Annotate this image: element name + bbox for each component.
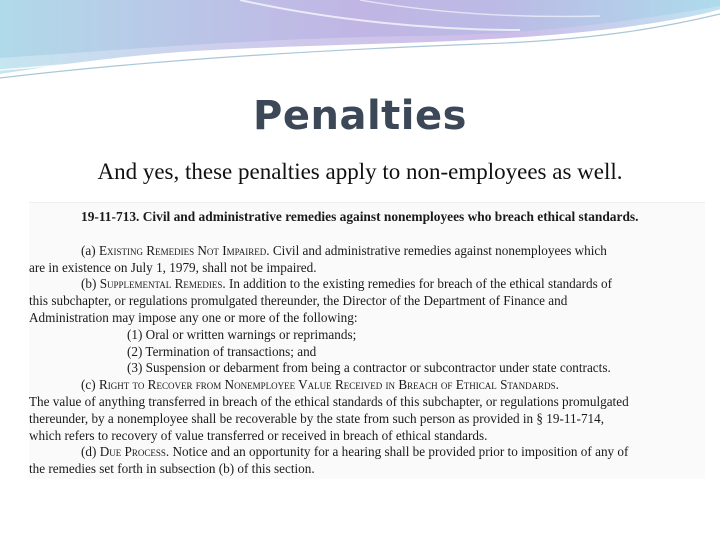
subsection-c-line-4: which refers to recovery of value transferred or received in breach of ethical standards. [29,427,488,443]
remedy-item-1: (1) Oral or written warnings or reprimands; [127,326,357,342]
subsection-b-line-2: this subchapter, or regulations promulgated thereunder, the Director of the Department of Finance and [29,293,568,309]
slide-subtitle: And yes, these penalties apply to non-employees as well. [97,159,623,184]
subsection-a-line-2: are in existence on July 1, 1979, shall not be impaired. [29,259,317,275]
subsection-c-line-2: The value of anything transferred in breach of the ethical standards of this subchapter, or regulations promulgated [29,393,629,409]
subsection-b-text: In addition to the existing remedies for breach of the ethical standards of [225,276,613,292]
subsection-d-caption: Due Process. [99,444,170,460]
slide-title: Penalties [253,93,467,139]
subsection-d-line-2: the remedies set forth in subsection (b) of this section. [29,461,315,477]
subsection-d-label: (d) [81,444,100,460]
subsection-c-label: (c) [81,377,99,393]
subsection-c-line-1 [29,377,705,394]
remedy-item-3: (3) Suspension or debarment from being a contractor or subcontractor under state contracts. [127,360,611,376]
statute-excerpt [29,202,705,479]
subsection-b-caption: Supplemental Remedies. [99,276,226,292]
subsection-a-label: (a) [81,242,99,258]
subsection-a-caption: Existing Remedies Not Impaired. [98,242,270,258]
statute-heading: 19-11-713. Civil and administrative remedies against nonemployees who breach ethical standards. [81,209,639,224]
subsection-b-label: (b) [81,276,100,292]
subsection-a-text: Civil and administrative remedies against nonemployees which [269,242,607,258]
subsection-d-text: Notice and an opportunity for a hearing shall be provided prior to imposition of any of [169,444,629,460]
remedy-item-2: (2) Termination of transactions; and [127,343,317,359]
subsection-b-line-3: Administration may impose any one or more of the following: [29,309,358,325]
subsection-d-line-1 [29,444,705,461]
subsection-b-line-1 [29,276,705,293]
subsection-c-line-3: thereunder, by a nonemployee shall be recoverable by the state from such person as provided in § 19-11-714, [29,410,605,426]
subsection-a-line-1 [29,243,705,260]
decorative-banner [0,0,720,82]
subsection-c-caption: Right to Recover from Nonemployee Value Received in Breach of Ethical Standards. [98,377,559,393]
